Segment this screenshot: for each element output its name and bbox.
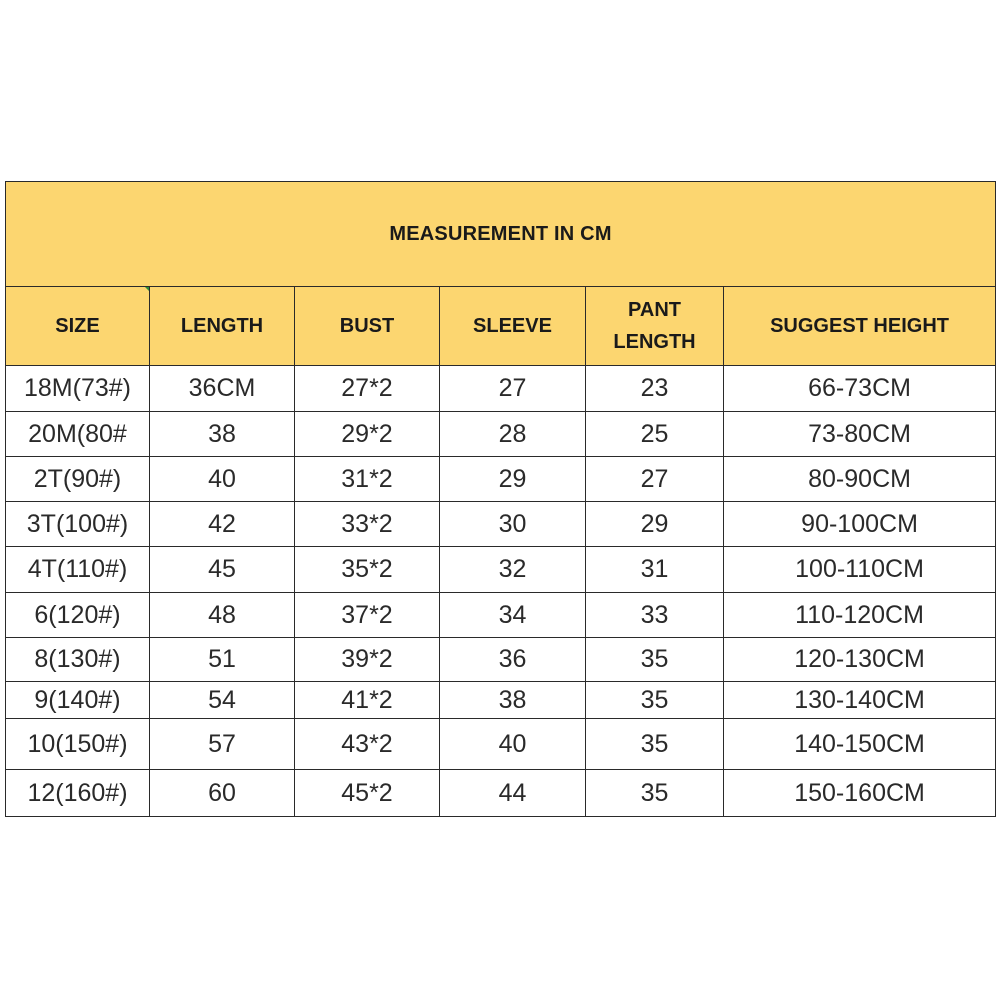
cell-sleeve: 28 [440, 412, 586, 457]
cell-suggest-height: 80-90CM [724, 457, 996, 502]
table-row [6, 457, 996, 502]
cell-bust: 27*2 [295, 366, 440, 412]
cell-sleeve: 36 [440, 638, 586, 682]
cell-length: 48 [150, 593, 295, 638]
cell-bust: 43*2 [295, 719, 440, 770]
cell-size: 9(140#) [6, 682, 150, 719]
cell-length: 51 [150, 638, 295, 682]
cell-suggest-height: 130-140CM [724, 682, 996, 719]
cell-pant-length: 25 [586, 412, 724, 457]
cell-suggest-height: 90-100CM [724, 502, 996, 547]
cell-pant-length: 29 [586, 502, 724, 547]
cell-pant-length: 35 [586, 638, 724, 682]
cell-bust: 31*2 [295, 457, 440, 502]
cell-length: 45 [150, 547, 295, 593]
cell-pant-length: 33 [586, 593, 724, 638]
cell-size: 12(160#) [6, 770, 150, 817]
cell-suggest-height: 73-80CM [724, 412, 996, 457]
cell-size: 8(130#) [6, 638, 150, 682]
header-pant-length: PANT LENGTH [586, 287, 724, 366]
cell-size: 3T(100#) [6, 502, 150, 547]
cell-size: 18M(73#) [6, 366, 150, 412]
cell-bust: 41*2 [295, 682, 440, 719]
cell-size: 10(150#) [6, 719, 150, 770]
table-body [6, 366, 996, 817]
header-sleeve: SLEEVE [440, 287, 586, 366]
cell-pant-length: 31 [586, 547, 724, 593]
cell-size: 6(120#) [6, 593, 150, 638]
cell-suggest-height: 150-160CM [724, 770, 996, 817]
size-chart-table [5, 181, 996, 817]
table-row [6, 366, 996, 412]
cell-sleeve: 29 [440, 457, 586, 502]
table-row [6, 682, 996, 719]
cell-pant-length: 23 [586, 366, 724, 412]
cell-length: 40 [150, 457, 295, 502]
cell-bust: 29*2 [295, 412, 440, 457]
header-bust: BUST [295, 287, 440, 366]
cell-size: 2T(90#) [6, 457, 150, 502]
cell-length: 60 [150, 770, 295, 817]
table-row [6, 502, 996, 547]
cell-pant-length: 35 [586, 770, 724, 817]
cell-bust: 33*2 [295, 502, 440, 547]
cell-suggest-height: 140-150CM [724, 719, 996, 770]
cell-size: 4T(110#) [6, 547, 150, 593]
cell-suggest-height: 120-130CM [724, 638, 996, 682]
cell-sleeve: 30 [440, 502, 586, 547]
cell-bust: 35*2 [295, 547, 440, 593]
cell-bust: 45*2 [295, 770, 440, 817]
table-row [6, 547, 996, 593]
header-size: SIZE [6, 287, 150, 366]
cell-sleeve: 32 [440, 547, 586, 593]
table-row [6, 412, 996, 457]
title-row [6, 182, 996, 287]
cell-sleeve: 34 [440, 593, 586, 638]
cell-length: 38 [150, 412, 295, 457]
table-row [6, 770, 996, 817]
table-row [6, 593, 996, 638]
cell-sleeve: 44 [440, 770, 586, 817]
table-row [6, 719, 996, 770]
cell-bust: 39*2 [295, 638, 440, 682]
cell-suggest-height: 100-110CM [724, 547, 996, 593]
cell-sleeve: 40 [440, 719, 586, 770]
cell-length: 42 [150, 502, 295, 547]
table-title: MEASUREMENT IN CM [6, 182, 996, 287]
cell-sleeve: 27 [440, 366, 586, 412]
cell-pant-length: 35 [586, 682, 724, 719]
header-length: LENGTH [150, 287, 295, 366]
cell-pant-length: 35 [586, 719, 724, 770]
cell-size: 20M(80# [6, 412, 150, 457]
cell-pant-length: 27 [586, 457, 724, 502]
table-row [6, 638, 996, 682]
header-row [6, 287, 996, 366]
cell-bust: 37*2 [295, 593, 440, 638]
cell-suggest-height: 66-73CM [724, 366, 996, 412]
cell-length: 54 [150, 682, 295, 719]
header-suggest-height: SUGGEST HEIGHT [724, 287, 996, 366]
cell-suggest-height: 110-120CM [724, 593, 996, 638]
cell-sleeve: 38 [440, 682, 586, 719]
cell-length: 57 [150, 719, 295, 770]
cell-length: 36CM [150, 366, 295, 412]
